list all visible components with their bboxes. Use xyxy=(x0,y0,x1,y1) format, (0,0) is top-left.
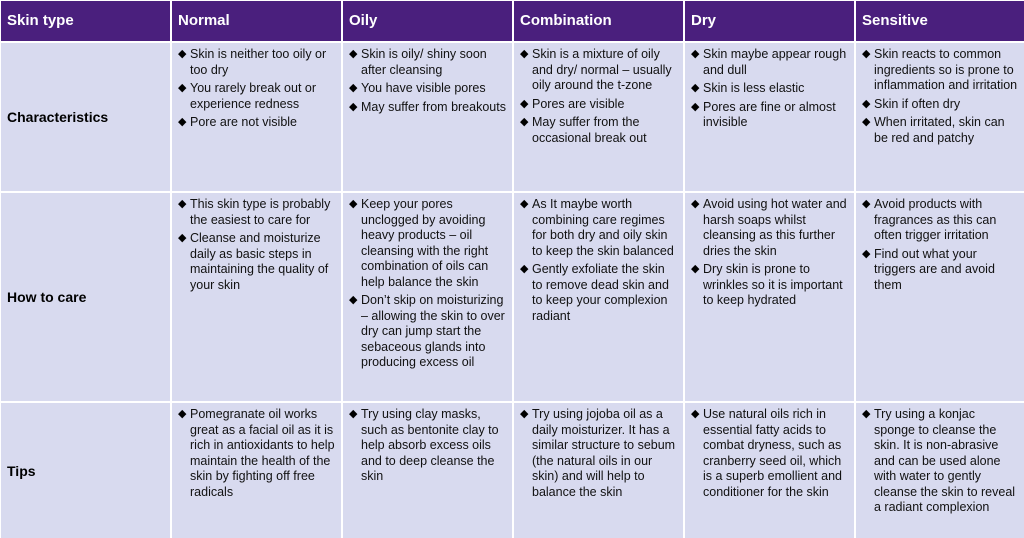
list-item: ◆ Gently exfoliate the skin to remove dead skin and to keep your complexion radiant xyxy=(520,262,677,324)
header-normal: Normal xyxy=(172,1,341,41)
list-item: ◆ You rarely break out or experience redness xyxy=(178,81,335,112)
cell-characteristics-oily xyxy=(343,43,512,191)
cell-care-dry xyxy=(685,193,854,401)
cell-characteristics-combination xyxy=(514,43,683,191)
cell-tips-sensitive xyxy=(856,403,1024,538)
list-item: ◆ Try using jojoba oil as a daily moisturizer. It has a similar structure to sebum (the natural oils in our skin) and will help to balance the skin xyxy=(520,407,677,500)
list-item: ◆ Try using a konjac sponge to cleanse the skin. It is non-abrasive and can be used alone with water to gently cleanse the skin to reveal a radiant complexion xyxy=(862,407,1019,516)
list-item: ◆ Keep your pores unclogged by avoiding heavy products – oil cleansing with the right combination of oils can help balance the skin xyxy=(349,197,506,290)
list-item: ◆ Pore are not visible xyxy=(178,115,335,131)
list-item: ◆ Skin is neither too oily or too dry xyxy=(178,47,335,78)
bullet-list xyxy=(178,407,335,500)
list-item: ◆ Use natural oils rich in essential fatty acids to combat dryness, such as cranberry seed oil, which is a superb emollient and conditioner for the skin xyxy=(691,407,848,500)
list-item: ◆ Find out what your triggers are and avoid them xyxy=(862,247,1019,294)
bullet-list xyxy=(178,47,335,131)
list-item: ◆ May suffer from breakouts xyxy=(349,100,506,116)
bullet-list xyxy=(862,407,1019,516)
list-item: ◆ May suffer from the occasional break out xyxy=(520,115,677,146)
list-item: ◆ Skin maybe appear rough and dull xyxy=(691,47,848,78)
bullet-list xyxy=(862,47,1019,146)
bullet-list xyxy=(349,407,506,485)
list-item: ◆ Don’t skip on moisturizing – allowing the skin to over dry can jump start the sebaceous glands into producing excess oil xyxy=(349,293,506,371)
cell-characteristics-normal xyxy=(172,43,341,191)
list-item: ◆ Try using clay masks, such as bentonite clay to help absorb excess oils and to deep cleanse the skin xyxy=(349,407,506,485)
list-item: ◆ Skin reacts to common ingredients so is prone to inflammation and irritation xyxy=(862,47,1019,94)
list-item: ◆ Pores are visible xyxy=(520,97,677,113)
bullet-list xyxy=(349,47,506,115)
cell-tips-oily xyxy=(343,403,512,538)
cell-care-combination xyxy=(514,193,683,401)
header-dry: Dry xyxy=(685,1,854,41)
bullet-list xyxy=(691,197,848,309)
skin-type-table xyxy=(1,1,1023,536)
cell-care-oily xyxy=(343,193,512,401)
bullet-list xyxy=(520,407,677,500)
bullet-list xyxy=(862,197,1019,293)
row-label-how-to-care: How to care xyxy=(1,193,170,401)
list-item: ◆ Pomegranate oil works great as a facial oil as it is rich in antioxidants to help maintain the health of the skin by fighting off free radicals xyxy=(178,407,335,500)
cell-care-sensitive xyxy=(856,193,1024,401)
bullet-list xyxy=(691,407,848,500)
list-item: ◆ As It maybe worth combining care regimes for both dry and oily skin to keep the skin balanced xyxy=(520,197,677,259)
list-item: ◆ Pores are fine or almost invisible xyxy=(691,100,848,131)
list-item: ◆ Skin is a mixture of oily and dry/ normal – usually oily around the t-zone xyxy=(520,47,677,94)
cell-characteristics-dry xyxy=(685,43,854,191)
bullet-list xyxy=(349,197,506,371)
list-item: ◆ Skin is less elastic xyxy=(691,81,848,97)
cell-care-normal xyxy=(172,193,341,401)
list-item: ◆ When irritated, skin can be red and patchy xyxy=(862,115,1019,146)
list-item: ◆ Avoid products with fragrances as this can often trigger irritation xyxy=(862,197,1019,244)
header-skin-type: Skin type xyxy=(1,1,170,41)
list-item: ◆ You have visible pores xyxy=(349,81,506,97)
list-item: ◆ Cleanse and moisturize daily as basic steps in maintaining the quality of your skin xyxy=(178,231,335,293)
row-label-tips: Tips xyxy=(1,403,170,538)
list-item: ◆ Skin is oily/ shiny soon after cleansing xyxy=(349,47,506,78)
cell-tips-combination xyxy=(514,403,683,538)
header-combination: Combination xyxy=(514,1,683,41)
list-item: ◆ Avoid using hot water and harsh soaps whilst cleansing as this further dries the skin xyxy=(691,197,848,259)
bullet-list xyxy=(520,47,677,146)
cell-characteristics-sensitive xyxy=(856,43,1024,191)
cell-tips-normal xyxy=(172,403,341,538)
header-oily: Oily xyxy=(343,1,512,41)
list-item: ◆ Skin if often dry xyxy=(862,97,1019,113)
list-item: ◆ Dry skin is prone to wrinkles so it is important to keep hydrated xyxy=(691,262,848,309)
bullet-list xyxy=(178,197,335,293)
bullet-list xyxy=(520,197,677,324)
row-label-characteristics: Characteristics xyxy=(1,43,170,191)
cell-tips-dry xyxy=(685,403,854,538)
header-sensitive: Sensitive xyxy=(856,1,1024,41)
list-item: ◆ This skin type is probably the easiest to care for xyxy=(178,197,335,228)
bullet-list xyxy=(691,47,848,131)
